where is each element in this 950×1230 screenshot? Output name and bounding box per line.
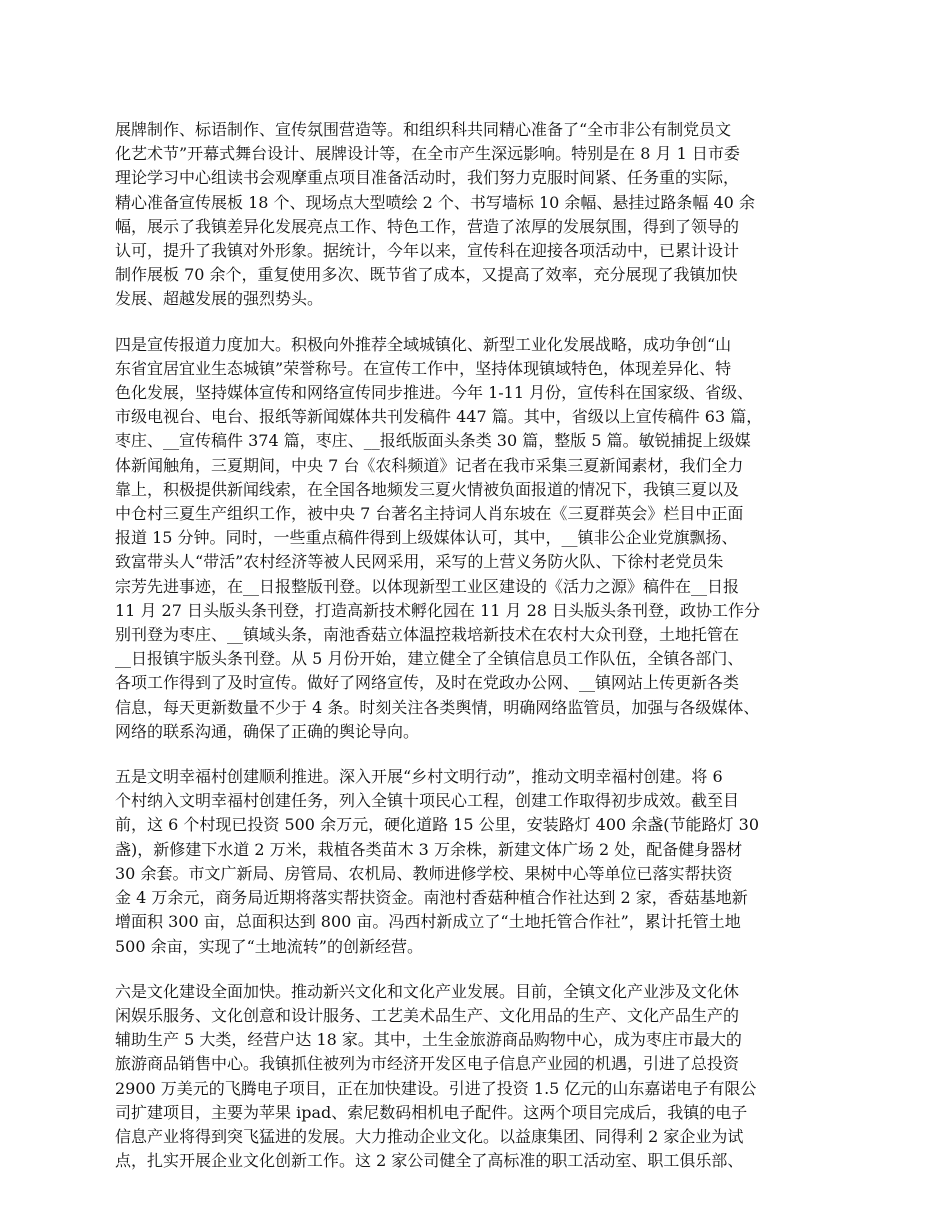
text-line: 辅助生产 5 大类，经营户达 18 家。其中，土生金旅游商品购物中心，成为枣庄市最大的 [115, 1030, 742, 1050]
text-line: 信息产业将得到突飞猛进的发展。大力推动企业文化。以益康集团、同得利 2 家企业为试 [115, 1126, 744, 1146]
text-line: 500 余亩，实现了“土地流转”的创新经营。 [115, 936, 423, 956]
paragraph-publicity-materials [115, 118, 850, 312]
text-line: 靠上，积极提供新闻线索，在全国各地频发三夏火情被负面报道的情况下，我镇三夏以及 [115, 479, 740, 499]
text-line: 六是文化建设全面加快。推动新兴文化和文化产业发展。目前，全镇文化产业涉及文化休 [115, 981, 740, 1001]
text-line: 旅游商品销售中心。我镇抓住被列为市经济开发区电子信息产业园的机遇，引进了总投资 [115, 1054, 740, 1074]
text-line: 报道 15 分钟。同时，一些重点稿件得到上级媒体认可，其中，__镇非公企业党旗飘扬、 [115, 528, 738, 548]
text-line: 枣庄、__宣传稿件 374 篇，枣庄、__报纸版面头条类 30 篇，整版 5 篇。敏锐捕捉上级媒 [115, 431, 751, 451]
text-line: 前，这 6 个村现已投资 500 余万元，硬化道路 15 公里，安装路灯 400 余盏(节能路灯 30 [115, 815, 759, 835]
text-line: 致富带头人“带活”农村经济等被人民网采用，采写的上营义务防火队、下徐村老党员朱 [115, 552, 724, 572]
text-line: 中仓村三夏生产组织工作，被中央 7 台著名主持词人肖东坡在《三夏群英会》栏目中正面 [115, 504, 744, 524]
text-line: 盏)，新修建下水道 2 万米，栽植各类苗木 3 万余株，新建文体广场 2 处，配备健身器材 [115, 839, 743, 859]
paragraph-civilized-villages [115, 765, 850, 959]
text-line: 展牌制作、标语制作、宣传氛围营造等。和组织科共同精心准备了“全市非公有制党员文 [115, 120, 732, 139]
text-line: 别刊登为枣庄、__镇域头条，南池香菇立体温控栽培新技术在农村大众刊登，土地托管在 [115, 625, 740, 645]
text-line: 体新闻触角，三夏期间，中央 7 台《农科频道》记者在我市采集三夏新闻素材，我们全力 [115, 455, 744, 475]
text-line: 理论学习中心组读书会观摩重点项目准备活动时，我们努力克服时间紧、任务重的实际， [115, 168, 740, 188]
text-line: 信息，每天更新数量不少于 4 条。时刻关注各类舆情，明确网络监管员，加强与各级媒体、 [115, 697, 760, 717]
text-line: 闲娱乐服务、文化创意和设计服务、工艺美术品生产、文化用品的生产、文化产品生产的 [115, 1005, 740, 1025]
paragraph-cultural-construction [115, 980, 850, 1174]
text-line: 制作展板 70 余个，重复使用多次、既节省了成本，又提高了效率，充分展现了我镇加快 [115, 265, 738, 285]
text-line: 11 月 27 日头版头条刊登，打造高新技术孵化园在 11 月 28 日头版头条刊登，政协工作分 [115, 600, 761, 620]
text-line: __日报镇宇版头条刊登。从 5 月份开始，建立健全了全镇信息员工作队伍，全镇各部门、 [115, 649, 744, 669]
text-line: 精心准备宣传展板 18 个、现场点大型喷绘 2 个、书写墙标 10 余幅、悬挂过路条幅 40 余 [115, 192, 755, 212]
text-line: 增面积 300 亩，总面积达到 800 亩。冯西村新成立了“土地托管合作社”，累计托管土地 [115, 912, 741, 932]
text-line: 市级电视台、电台、报纸等新闻媒体共刊发稿件 447 篇。其中，省级以上宣传稿件 63 篇， [115, 407, 763, 427]
text-line: 金 4 万余元，商务局近期将落实帮扶资金。南池村香菇种植合作社达到 2 家，香菇基地新 [115, 888, 748, 908]
text-line: 宗芳先进事迹，在__日报整版刊登。以体现新型工业区建设的《活力之源》稿件在__日报 [115, 576, 740, 596]
text-line: 司扩建项目，主要为苹果 ipad、索尼数码相机电子配件。这两个项目完成后，我镇的电子 [115, 1102, 748, 1122]
text-line: 色化发展，坚持媒体宣传和网络宣传同步推进。今年 1-11 月份，宣传科在国家级、省级、 [115, 383, 754, 403]
document-body [115, 118, 850, 1194]
text-line: 点，扎实开展企业文化创新工作。这 2 家公司健全了高标准的职工活动室、职工俱乐部、 [115, 1151, 744, 1171]
text-line: 认可，提升了我镇对外形象。据统计，今年以来，宣传科在迎接各项活动中，已累计设计 [115, 241, 740, 261]
text-line: 五是文明幸福村创建顺利推进。深入开展“乡村文明行动”，推动文明幸福村创建。将 6 [115, 767, 723, 787]
paragraph-media-reporting [115, 333, 850, 744]
text-line: 化艺术节”开幕式舞台设计、展牌设计等，在全市产生深远影响。特别是在 8 月 1 日市委 [115, 144, 740, 164]
text-line: 个村纳入文明幸福村创建任务，列入全镇十项民心工程，创建工作取得初步成效。截至目 [115, 791, 740, 811]
text-line: 四是宣传报道力度加大。积极向外推荐全域城镇化、新型工业化发展战略，成功争创“山 [115, 334, 732, 354]
text-line: 各项工作得到了及时宣传。做好了网络宣传，及时在党政办公网、__镇网站上传更新各类 [115, 673, 740, 693]
text-line: 网络的联系沟通，确保了正确的舆论导向。 [115, 721, 420, 741]
text-line: 发展、超越发展的强烈势头。 [115, 289, 324, 309]
text-line: 30 余套。市文广新局、房管局、农机局、教师进修学校、果树中心等单位已落实帮扶资 [115, 863, 733, 883]
text-line: 东省宜居宜业生态城镇”荣誉称号。在宣传工作中，坚持体现镇域特色，体现差异化、特 [115, 358, 732, 378]
text-line: 幅，展示了我镇差异化发展亮点工作、特色工作，营造了浓厚的发展氛围，得到了领导的 [115, 216, 740, 236]
text-line: 2900 万美元的飞腾电子项目，正在加快建设。引进了投资 1.5 亿元的山东嘉诺电子有限公 [115, 1078, 757, 1098]
